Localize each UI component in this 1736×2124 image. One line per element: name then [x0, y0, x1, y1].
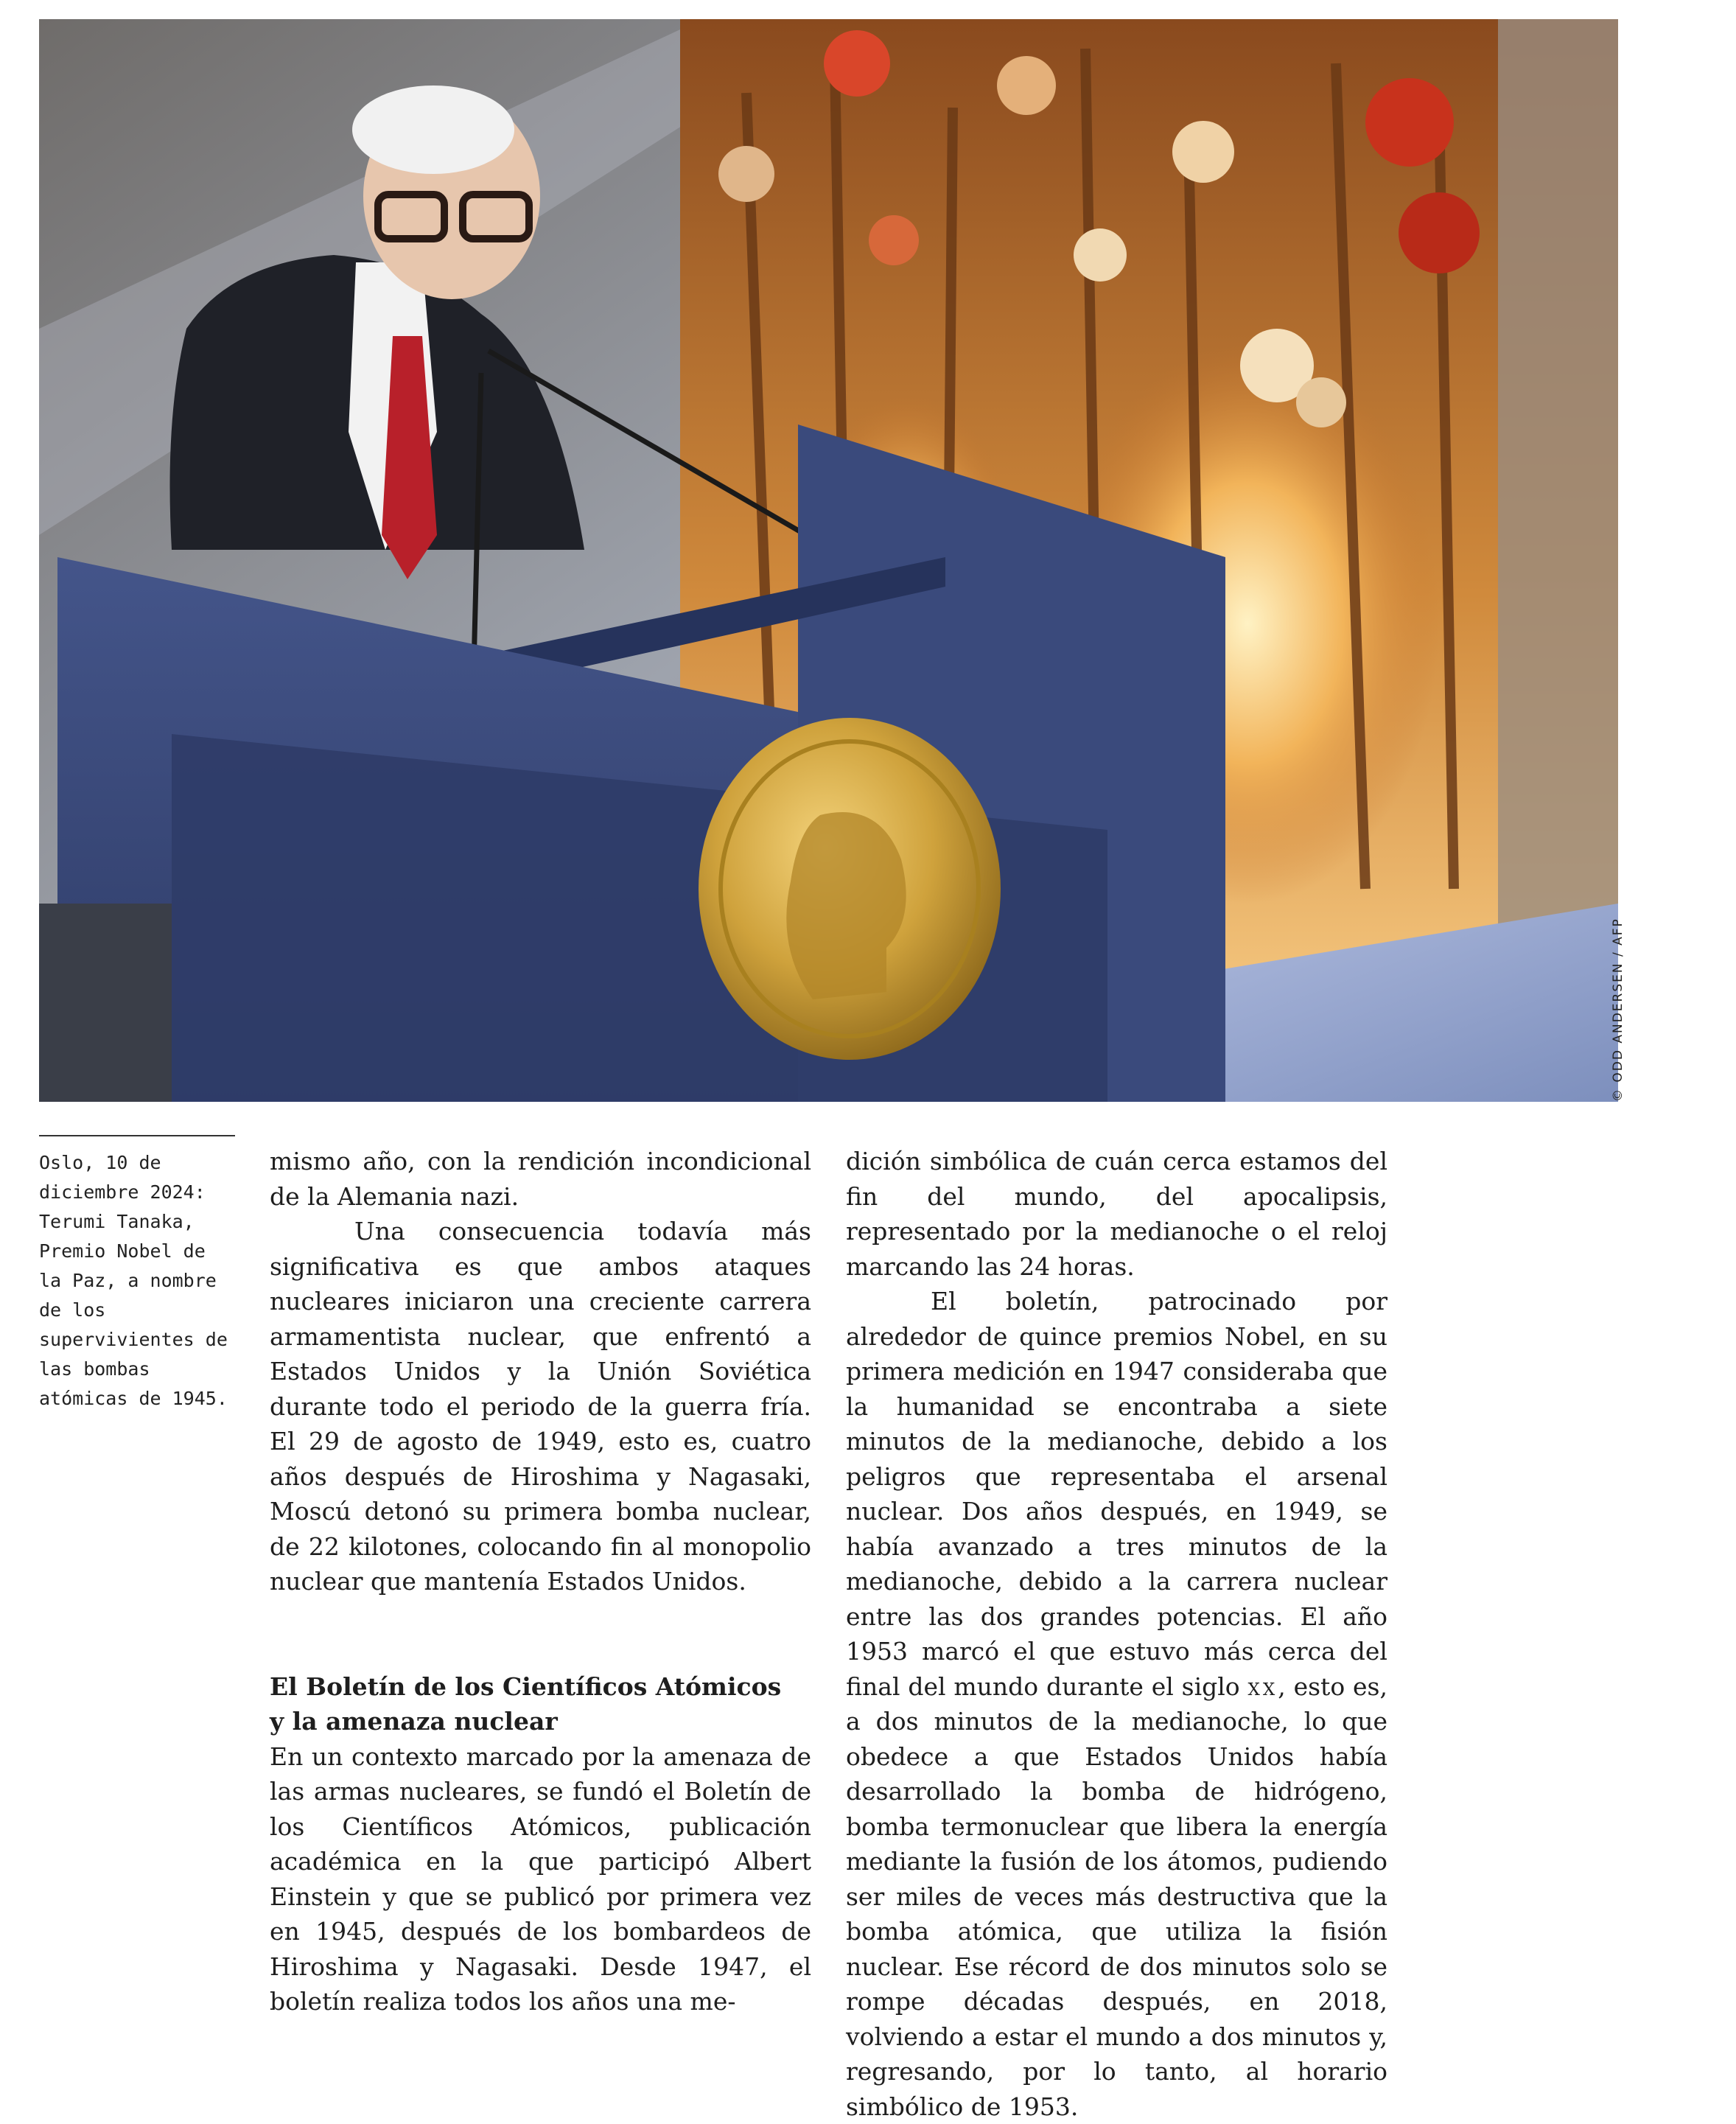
article-column-1 [270, 1144, 811, 2019]
photo-credit: © ODD ANDERSEN / AFP [1611, 918, 1625, 1102]
century-numeral: xx [1247, 1671, 1278, 1701]
section-heading-line-2: y la amenaza nuclear [270, 1707, 558, 1736]
caption-rule [39, 1135, 235, 1136]
paragraph-text: , esto es, a dos minutos de la medianoche, lo que obedece a que Estados Unidos había desarrollado la bomba de hidrógeno, bomba termonuclear que libera la energía mediante la fusión de los átomos, pudiendo ser miles de veces más destructiva que la bomba atómica, que utiliza la fisión nuclear. Ese récord de dos minutos solo se rompe décadas después, en 2018, volviendo a estar el mundo a dos minutos y, regresando, por lo tanto, al horario simbólico de 1953. [846, 1671, 1387, 2121]
section-heading-line-1: El Boletín de los Científicos Atómicos [270, 1671, 782, 1701]
article-column-2 [846, 1144, 1387, 2124]
paragraph: mismo año, con la rendición incondicional de la Alemania nazi. [270, 1147, 811, 1211]
paragraph: Una consecuencia todavía más significativa es que ambos ataques nucleares iniciaron una creciente carrera armamentista nuclear, que enfrentó a Estados Unidos y la Unión Soviética durante todo el periodo de la guerra fría. El 29 de agosto de 1949, esto es, cuatro años después de Hiroshima y Nagasaki, Moscú detonó su primera bomba nuclear, de 22 kilotones, colocando fin al monopolio nuclear que mantenía Estados Unidos. [270, 1217, 811, 1596]
paragraph: En un contexto marcado por la amenaza de las armas nucleares, se fundó el Boletín de los Científicos Atómicos, publicación académica en la que participó Albert Einstein y que se publicó por primera vez en 1945, después de los bombardeos de Hiroshima y Nagasaki. Desde 1947, el boletín realiza todos los años una me- [270, 1742, 811, 2016]
photo-illustration [39, 19, 1618, 1102]
paragraph [846, 1284, 1387, 2124]
nobel-medal [699, 718, 1001, 1060]
photo-caption: Oslo, 10 de diciembre 2024: Terumi Tanaka, Premio Nobel de la Paz, a nombre de los supervivientes de las bombas atómicas de 1945. [39, 1152, 228, 1409]
paragraph-text: El boletín, patrocinado por alrededor de quince premios Nobel, en su primera medición en 1947 consideraba que la humanidad se encontraba a siete minutos de la medianoche, debido a los peligros que representaba el arsenal nuclear. Dos años después, en 1949, se había avanzado a tres minutos de la medianoche, debido a la carrera nuclear entre las dos grandes potencias. El año 1953 marcó el que estuvo más cerca del final del mundo durante el siglo [846, 1287, 1387, 1701]
section-gap [270, 1599, 811, 1669]
article-photo [39, 19, 1618, 1102]
section-heading [270, 1669, 811, 1739]
paragraph: dición simbólica de cuán cerca estamos del fin del mundo, del apocalipsis, representado por la medianoche o el reloj marcando las 24 horas. [846, 1147, 1387, 1281]
